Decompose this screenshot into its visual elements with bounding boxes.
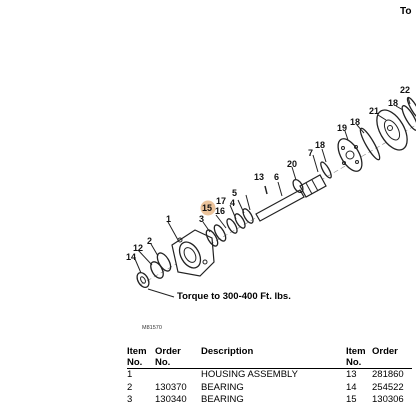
table-row[interactable]: [127, 369, 412, 382]
cell-order: 130340: [155, 394, 187, 405]
parts-table-header: [127, 346, 412, 369]
cell-description: BEARING: [201, 381, 244, 393]
callout-12[interactable]: 12: [133, 243, 144, 253]
cell-order: [155, 369, 201, 382]
callout-15[interactable]: 15: [202, 203, 213, 213]
col-item-no-2: Item No.: [346, 346, 372, 369]
header-corner-text: To: [400, 6, 412, 17]
col-description: Description: [201, 346, 346, 369]
callout-18-c[interactable]: 18: [388, 98, 399, 108]
cell-item-2: 15: [346, 394, 357, 405]
figure-reference: M81570: [142, 325, 162, 331]
col-item-no: Item No.: [127, 346, 155, 369]
callout-14[interactable]: 14: [126, 252, 137, 262]
col-order-no-2: Order: [372, 346, 412, 369]
cell-order-2: 281860: [372, 369, 404, 380]
callout-18-a[interactable]: 18: [315, 140, 326, 150]
callout-5[interactable]: 5: [232, 188, 238, 198]
col-order-no: Order No.: [155, 346, 201, 369]
callout-7[interactable]: 7: [308, 148, 314, 158]
callout-22[interactable]: 22: [400, 85, 411, 95]
callout-3[interactable]: 3: [199, 214, 205, 224]
parts-table: [127, 346, 412, 407]
cell-item-2: 13: [346, 369, 357, 380]
callout-6[interactable]: 6: [274, 172, 280, 182]
callout-19[interactable]: 19: [337, 123, 348, 133]
cell-item-2: 14: [346, 381, 357, 393]
callout-4[interactable]: 4: [230, 198, 236, 208]
cell-description: HOUSING ASSEMBLY: [201, 369, 298, 380]
callout-13[interactable]: 13: [254, 172, 265, 182]
callout-1[interactable]: 1: [166, 214, 172, 224]
callout-21[interactable]: 21: [369, 106, 380, 116]
callout-17[interactable]: 17: [216, 196, 227, 206]
callout-16[interactable]: 16: [215, 206, 226, 216]
cell-order-2: 254522: [372, 381, 404, 393]
cell-item: 2: [127, 381, 133, 393]
table-row[interactable]: [127, 394, 412, 407]
table-row[interactable]: [127, 382, 412, 395]
torque-note: Torque to 300-400 Ft. lbs.: [177, 291, 291, 302]
callout-18-b[interactable]: 18: [350, 117, 361, 127]
cell-order: 130370: [155, 381, 187, 393]
callout-2[interactable]: 2: [147, 236, 153, 246]
cell-order-2: 130306: [372, 394, 404, 405]
cell-description: BEARING: [201, 394, 244, 405]
callout-20[interactable]: 20: [287, 159, 298, 169]
cell-item: 1: [127, 369, 133, 380]
cell-item: 3: [127, 394, 133, 405]
